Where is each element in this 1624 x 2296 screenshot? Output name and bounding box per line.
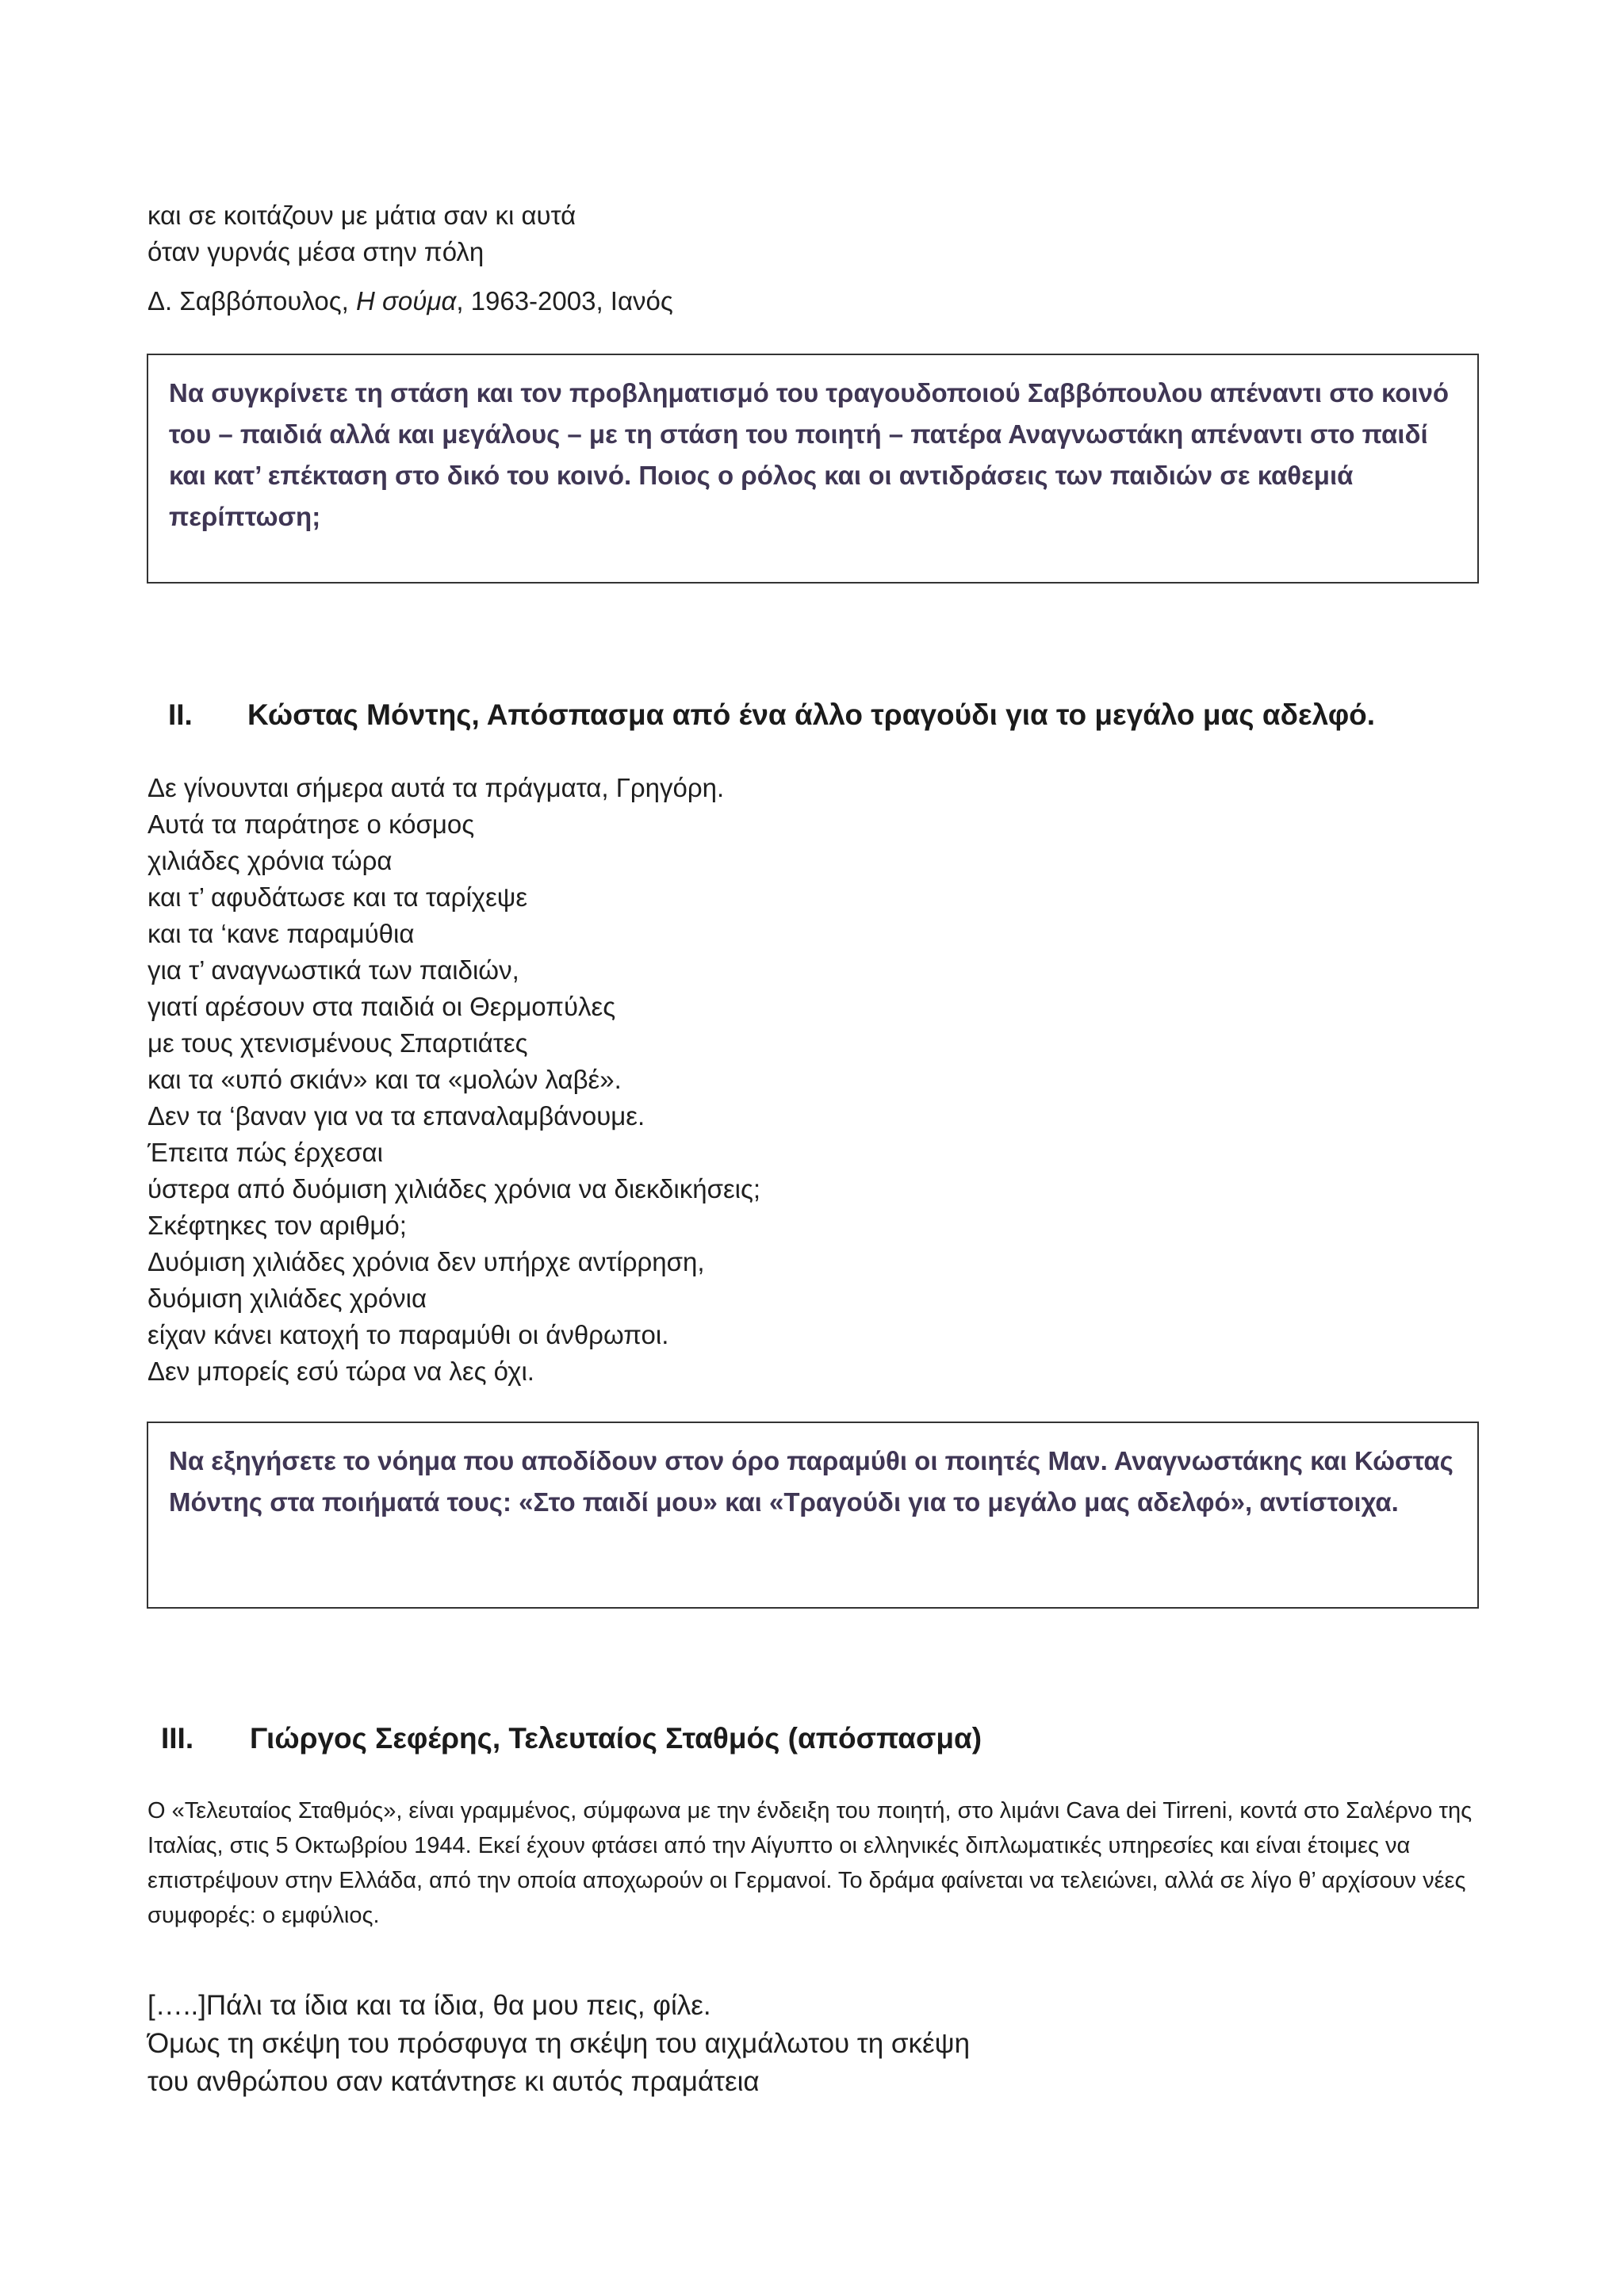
section-heading <box>168 695 1375 735</box>
poem-line: για τ’ αναγνωστικά των παιδιών, <box>147 955 519 985</box>
poem-source <box>147 283 673 320</box>
section-title: Κώστας Μόντης, Απόσπασμα από ένα άλλο τραγούδι για το μεγάλο μας αδελφό. <box>247 698 1376 731</box>
poem-line: είχαν κάνει κατοχή το παραμύθι οι άνθρωποι. <box>147 1320 669 1349</box>
question-box <box>147 1422 1479 1609</box>
poem-line: γιατί αρέσουν στα παιδιά οι Θερμοπύλες <box>147 992 616 1021</box>
poem-line: χιλιάδες χρόνια τώρα <box>147 846 393 875</box>
poem-line: Δε γίνουνται σήμερα αυτά τα πράγματα, Γρηγόρη. <box>147 773 725 802</box>
poem-line: Όμως τη σκέψη του πρόσφυγα τη σκέψη του αιχμάλωτου τη σκέψη <box>147 2028 971 2059</box>
poem-line: Έπειτα πώς έρχεσαι <box>147 1138 383 1167</box>
poem-line: Δυόμιση χιλιάδες χρόνια δεν υπήρχε αντίρρηση, <box>147 1247 705 1276</box>
poem-line: και σε κοιτάζουν με μάτια σαν κι αυτά <box>147 201 576 230</box>
question-box <box>147 354 1479 584</box>
poem-line: και τ’ αφυδάτωσε και τα ταρίχεψε <box>147 882 528 912</box>
section-number: III. <box>161 1722 194 1755</box>
poem-line: Δεν μπορείς εσύ τώρα να λες όχι. <box>147 1357 534 1386</box>
source-details: , 1963-2003, Ιανός <box>456 286 673 316</box>
poem-line: δυόμιση χιλιάδες χρόνια <box>147 1284 427 1313</box>
section-heading <box>161 1719 982 1758</box>
question-text: Να εξηγήσετε το νόημα που αποδίδουν στον όρο παραμύθι οι ποιητές Μαν. Αναγνωστάκης και Κώστας Μόντης στα ποιήματά τους: «Στο παιδί μου» και «Τραγούδι για το μεγάλο μας αδελφό», αντίστοιχα. <box>169 1446 1454 1517</box>
section-title: Γιώργος Σεφέρης, Τελευταίος Σταθμός (απόσπασμα) <box>250 1722 982 1755</box>
poem-line: του ανθρώπου σαν κατάντησε κι αυτός πραμάτεια <box>147 2066 760 2097</box>
source-title: Η σούμα <box>356 286 457 316</box>
poem-line: […..]Πάλι τα ίδια και τα ίδια, θα μου πεις, φίλε. <box>147 1990 711 2021</box>
poem-line: και τα «υπό σκιάν» και τα «μολών λαβέ». <box>147 1065 622 1094</box>
poem-line: Σκέφτηκες τον αριθμό; <box>147 1211 407 1240</box>
poem-line: Αυτά τα παράτησε ο κόσμος <box>147 809 475 839</box>
poem-line: ύστερα από δυόμιση χιλιάδες χρόνια να διεκδικήσεις; <box>147 1174 761 1203</box>
poem-line: με τους χτενισμένους Σπαρτιάτες <box>147 1028 528 1058</box>
intro-paragraph: Ο «Τελευταίος Σταθμός», είναι γραμμένος, σύμφωνα με την ένδειξη του ποιητή, στο λιμάνι Cava dei Tirreni, κοντά στο Σαλέρνο της Ιταλίας, στις 5 Οκτωβρίου 1944. Εκεί έχουν φτάσει από την Αίγυπτο οι ελληνικές διπλωματικές υπηρεσίες και είναι έτοιμες να επιστρέψουν στην Ελλάδα, από την οποία αποχωρούν οι Γερμανοί. Το δράμα φαίνεται να τελειώνει, αλλά σε λίγο θ’ αρχίσουν νέες συμφορές: ο εμφύλιος. <box>147 1798 1473 1928</box>
question-text: Να συγκρίνετε τη στάση και τον προβληματισμό του τραγουδοποιού Σαββόπουλου απέναντι στο κοινό του – παιδιά αλλά και μεγάλους – με τη στάση του ποιητή – πατέρα Αναγνωστάκη απέναντι στο παιδί και κατ’ επέκταση στο δικό του κοινό. Ποιος ο ρόλος και οι αντιδράσεις των παιδιών σε καθεμιά περίπτωση; <box>169 378 1450 531</box>
source-author: Δ. Σαββόπουλος, <box>147 286 357 316</box>
poem-line: και τα ‘κανε παραμύθια <box>147 919 415 948</box>
poem-line: όταν γυρνάς μέσα στην πόλη <box>147 237 485 266</box>
poem-line: Δεν τα ‘βαναν για να τα επαναλαμβάνουμε. <box>147 1101 645 1131</box>
section-number: II. <box>168 698 193 731</box>
